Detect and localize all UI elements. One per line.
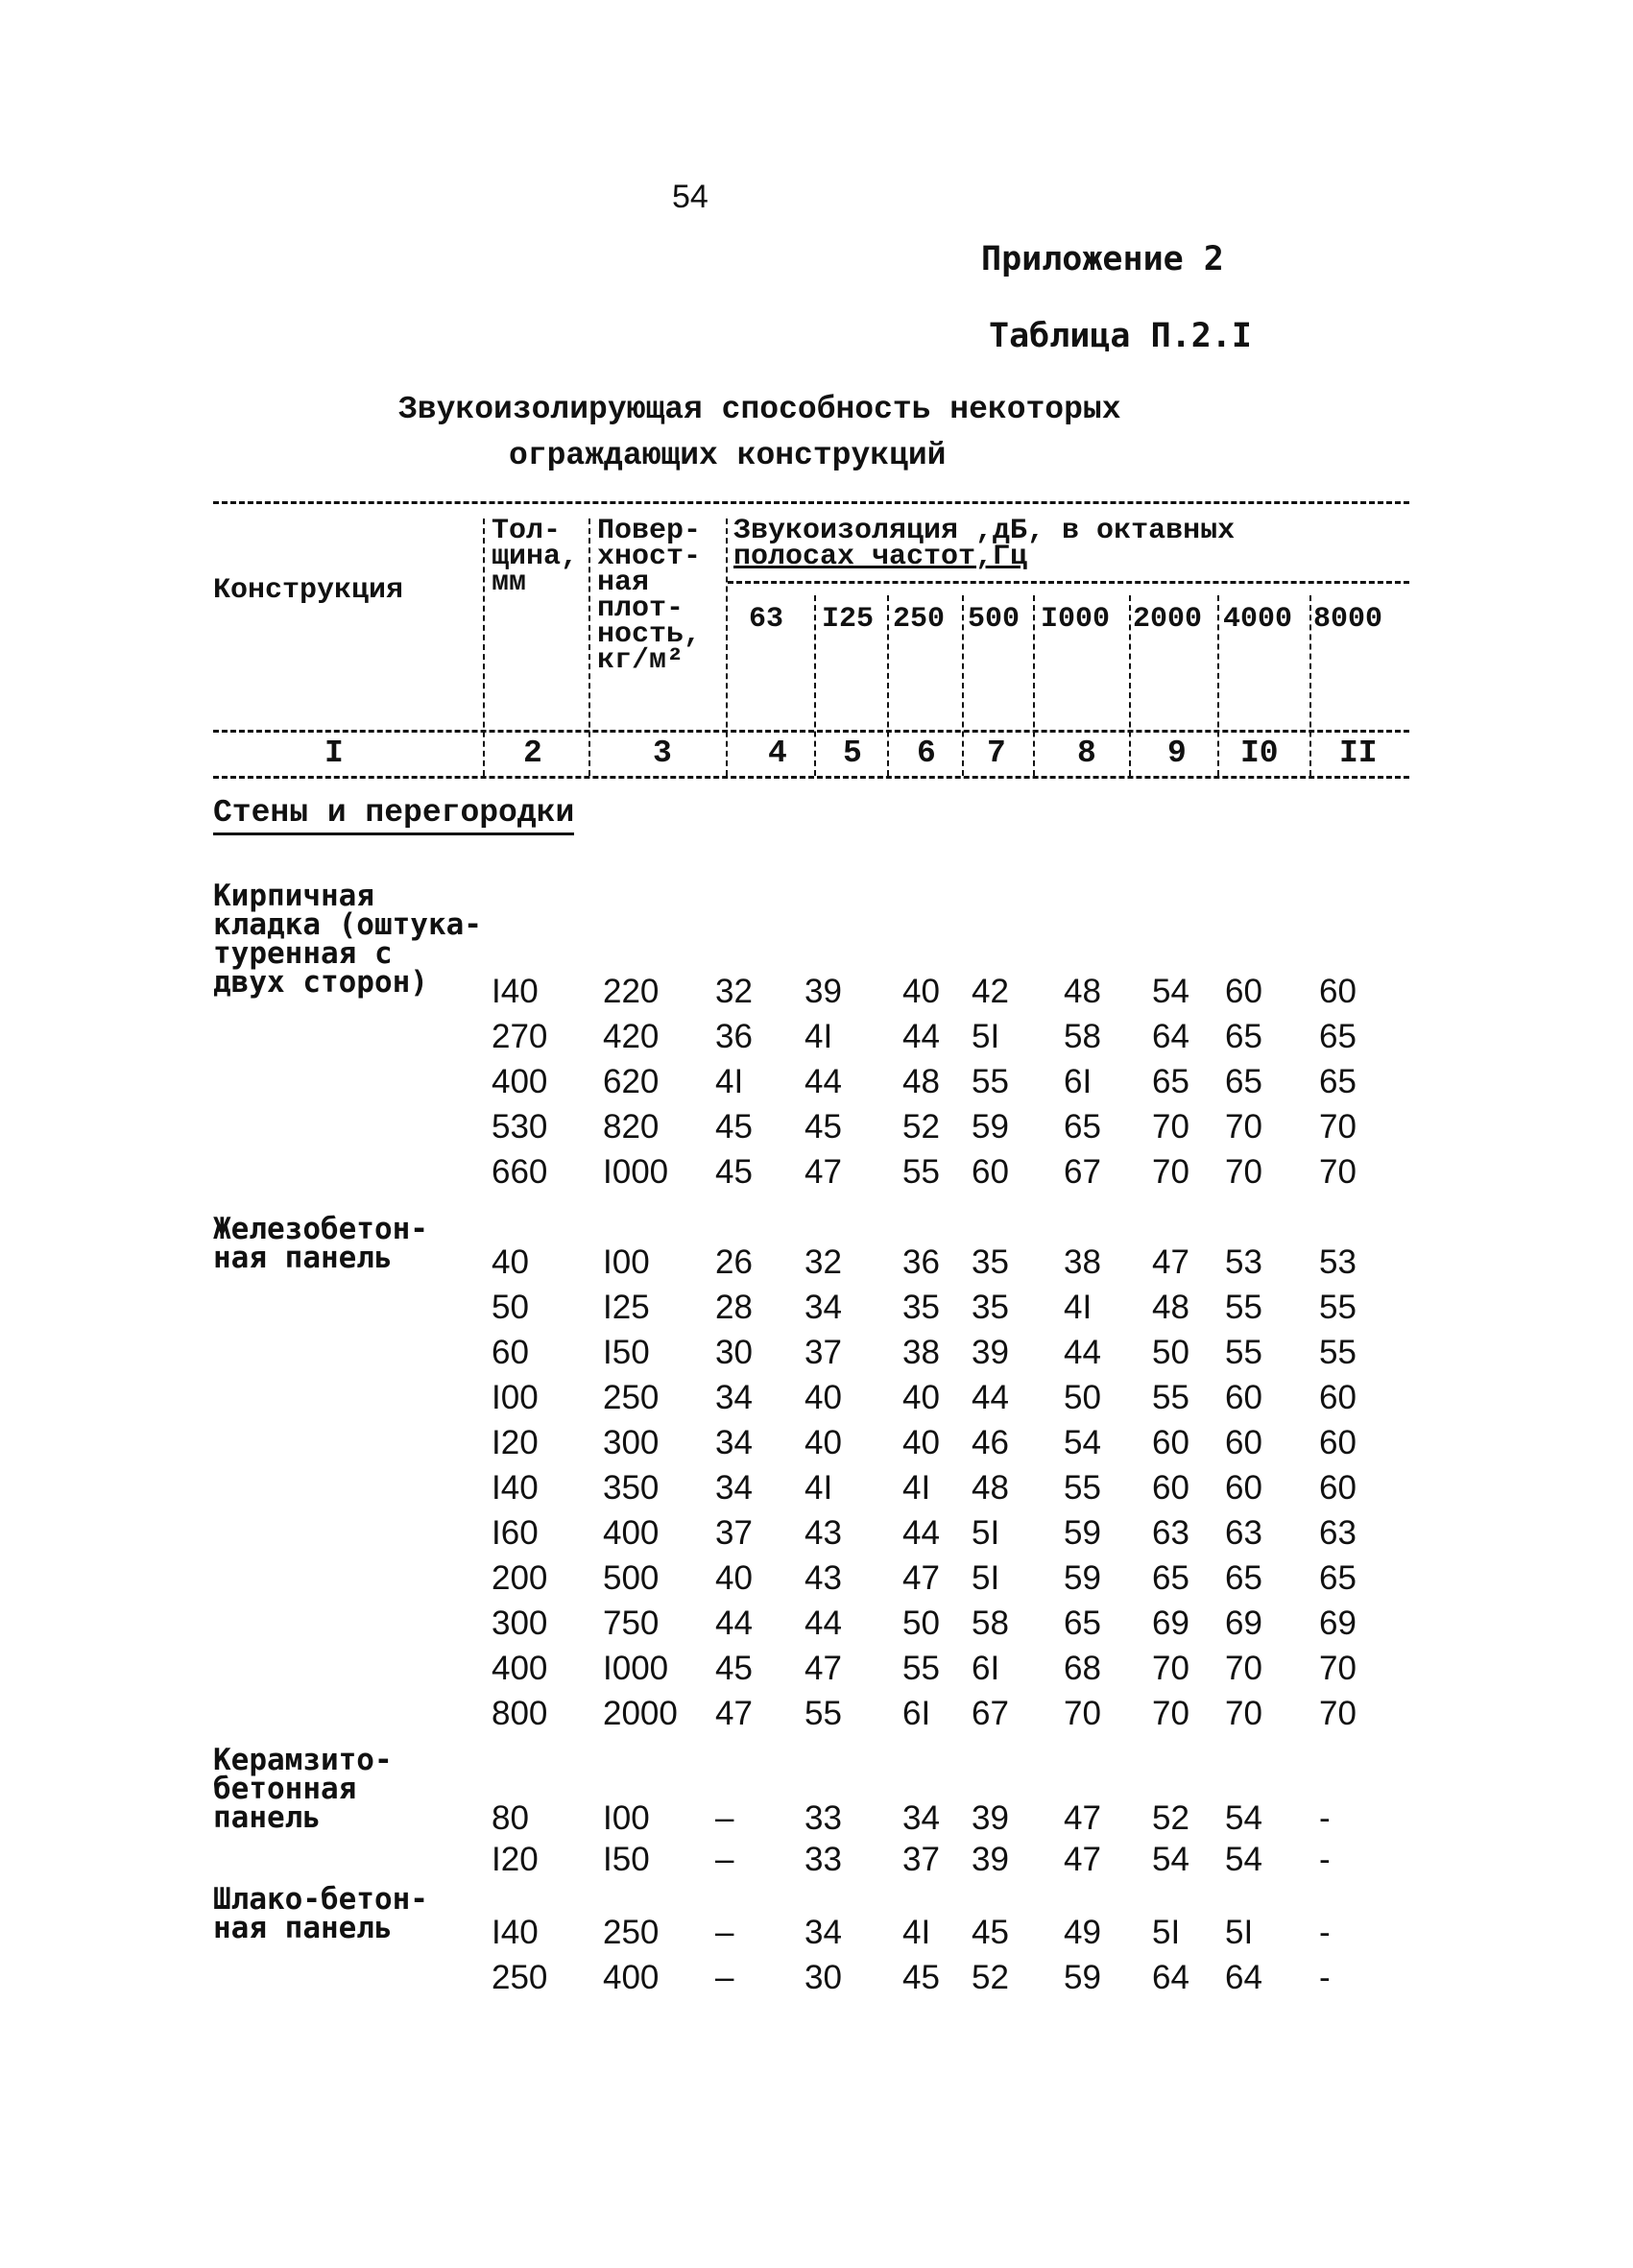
header-divider [962, 595, 964, 776]
table-cell: 750 [603, 1604, 660, 1642]
table-cell: 70 [1152, 1695, 1189, 1732]
header-divider [726, 519, 728, 776]
table-cell: 63 [1225, 1514, 1262, 1552]
table-cell: - [1319, 1914, 1331, 1951]
header-frequency: I000 [1041, 603, 1111, 636]
table-cell: 70 [1152, 1650, 1189, 1687]
table-cell: 26 [715, 1243, 753, 1281]
table-cell: 70 [1225, 1695, 1262, 1732]
table-cell: 64 [1225, 1959, 1262, 1996]
table-cell: 70 [1225, 1650, 1262, 1687]
table-cell: I00 [492, 1379, 539, 1416]
header-frequency: 250 [893, 603, 946, 636]
table-cell: 55 [972, 1063, 1009, 1100]
header-divider [1129, 595, 1131, 776]
construction-label-line: Кирпичная [213, 879, 374, 913]
table-cell: 60 [1152, 1424, 1189, 1461]
table-cell: 400 [603, 1514, 660, 1552]
column-number: 6 [917, 736, 936, 771]
table-title-line-2: ограждающих конструкций [509, 438, 947, 473]
table-cell: 500 [603, 1559, 660, 1597]
table-cell: 45 [804, 1108, 842, 1146]
table-cell: 37 [902, 1841, 940, 1878]
table-cell: 43 [804, 1559, 842, 1597]
table-cell: 64 [1152, 1018, 1189, 1055]
table-cell: 67 [972, 1695, 1009, 1732]
table-cell: 65 [1064, 1604, 1101, 1642]
table-cell: 4I [804, 1018, 833, 1055]
table-cell: 65 [1225, 1018, 1262, 1055]
appendix-label: Приложение 2 [981, 240, 1224, 278]
table-cell: 59 [1064, 1514, 1101, 1552]
table-cell: 55 [1225, 1334, 1262, 1371]
table-cell: 53 [1319, 1243, 1357, 1281]
table-cell: 59 [972, 1108, 1009, 1146]
construction-label-line: бетонная [213, 1772, 357, 1806]
table-cell: 4I [804, 1469, 833, 1507]
table-cell: 40 [804, 1379, 842, 1416]
table-cell: 60 [972, 1153, 1009, 1191]
table-cell: 250 [603, 1379, 660, 1416]
table-cell: 35 [972, 1289, 1009, 1326]
table-cell: 47 [902, 1559, 940, 1597]
table-cell: 4I [715, 1063, 744, 1100]
table-cell: 44 [715, 1604, 753, 1642]
table-cell: 40 [902, 973, 940, 1010]
table-cell: 620 [603, 1063, 660, 1100]
column-number: 9 [1167, 736, 1187, 771]
table-cell: 65 [1319, 1559, 1357, 1597]
construction-label-line: Керамзито- [213, 1743, 393, 1777]
table-cell: 5I [1225, 1914, 1254, 1951]
header-thickness: Тол- щина, мм [492, 515, 579, 599]
header-divider [887, 595, 889, 776]
construction-label [213, 1882, 428, 1945]
table-cell: 46 [972, 1424, 1009, 1461]
table-cell: 54 [1225, 1841, 1262, 1878]
table-cell: - [1319, 1959, 1331, 1996]
table-cell: 32 [715, 973, 753, 1010]
table-cell: I20 [492, 1841, 539, 1878]
table-cell: 52 [972, 1959, 1009, 1996]
table-cell: I20 [492, 1424, 539, 1461]
table-cell: 45 [972, 1914, 1009, 1951]
column-number: II [1339, 736, 1378, 771]
table-cell: I000 [603, 1153, 669, 1191]
table-cell: 65 [1152, 1063, 1189, 1100]
table-cell: 2000 [603, 1695, 678, 1732]
table-cell: 39 [972, 1334, 1009, 1371]
section-title: Стены и перегородки [213, 795, 574, 835]
table-cell: 6I [902, 1695, 931, 1732]
header-frequency: I25 [822, 603, 875, 636]
table-cell: 38 [1064, 1243, 1101, 1281]
table-cell: 47 [715, 1695, 753, 1732]
table-cell: 250 [492, 1959, 548, 1996]
table-cell: – [715, 1841, 734, 1878]
table-cell: 54 [1064, 1424, 1101, 1461]
table-cell: 65 [1319, 1063, 1357, 1100]
table-cell: 60 [492, 1334, 529, 1371]
table-cell: 45 [715, 1108, 753, 1146]
table-cell: 48 [972, 1469, 1009, 1507]
column-number: I [324, 736, 344, 771]
table-cell: 44 [804, 1063, 842, 1100]
table-cell: 70 [1152, 1108, 1189, 1146]
table-cell: 65 [1225, 1063, 1262, 1100]
table-cell: 48 [1064, 973, 1101, 1010]
table-cell: I40 [492, 1469, 539, 1507]
table-cell: 47 [1064, 1841, 1101, 1878]
table-cell: 400 [603, 1959, 660, 1996]
table-cell: 69 [1152, 1604, 1189, 1642]
table-cell: 35 [972, 1243, 1009, 1281]
table-cell: 43 [804, 1514, 842, 1552]
table-cell: 39 [804, 973, 842, 1010]
table-cell: 55 [902, 1153, 940, 1191]
header-density: Повер- хност- ная плот- ность, кг/м² [597, 515, 702, 677]
table-cell: 820 [603, 1108, 660, 1146]
table-cell: 70 [1152, 1153, 1189, 1191]
table-cell: 660 [492, 1153, 548, 1191]
table-cell: 400 [492, 1063, 548, 1100]
table-cell: 47 [1064, 1799, 1101, 1837]
table-cell: 49 [1064, 1914, 1101, 1951]
table-cell: 59 [1064, 1959, 1101, 1996]
table-cell: 67 [1064, 1153, 1101, 1191]
table-cell: 40 [902, 1379, 940, 1416]
table-cell: 30 [804, 1959, 842, 1996]
construction-label-line: ная панель [213, 1911, 393, 1945]
table-cell: 34 [804, 1289, 842, 1326]
header-construction: Конструкция [213, 574, 404, 607]
table-cell: 80 [492, 1799, 529, 1837]
table-cell: 350 [603, 1469, 660, 1507]
table-cell: I60 [492, 1514, 539, 1552]
header-divider [483, 519, 485, 776]
table-cell: 44 [972, 1379, 1009, 1416]
table-cell: 70 [1225, 1153, 1262, 1191]
table-cell: 70 [1319, 1650, 1357, 1687]
table-cell: 60 [1225, 1424, 1262, 1461]
table-cell: 220 [603, 973, 660, 1010]
table-cell: 58 [972, 1604, 1009, 1642]
table-cell: - [1319, 1799, 1331, 1837]
table-cell: 60 [1319, 1469, 1357, 1507]
table-cell: 28 [715, 1289, 753, 1326]
table-cell: 54 [1152, 1841, 1189, 1878]
table-cell: 45 [902, 1959, 940, 1996]
table-cell: 60 [1225, 1379, 1262, 1416]
table-cell: 32 [804, 1243, 842, 1281]
table-cell: 59 [1064, 1559, 1101, 1597]
table-cell: 65 [1152, 1559, 1189, 1597]
table-cell: 42 [972, 973, 1009, 1010]
table-cell: 35 [902, 1289, 940, 1326]
table-cell: 50 [902, 1604, 940, 1642]
table-cell: 33 [804, 1799, 842, 1837]
table-cell: 60 [1225, 973, 1262, 1010]
table-cell: 47 [1152, 1243, 1189, 1281]
column-number: 7 [987, 736, 1006, 771]
table-cell: - [1319, 1841, 1331, 1878]
table-cell: 37 [804, 1334, 842, 1371]
page-number: 54 [672, 179, 708, 215]
table-cell: 39 [972, 1841, 1009, 1878]
table-cell: 54 [1152, 973, 1189, 1010]
column-number: 4 [768, 736, 787, 771]
table-cell: 60 [1319, 1379, 1357, 1416]
column-number: 2 [523, 736, 542, 771]
table-cell: 55 [1225, 1289, 1262, 1326]
construction-label-line: Железобетон- [213, 1212, 428, 1246]
column-number: 5 [843, 736, 862, 771]
table-cell: 50 [492, 1289, 529, 1326]
table-cell: – [715, 1914, 734, 1951]
table-cell: 200 [492, 1559, 548, 1597]
table-cell: 44 [804, 1604, 842, 1642]
table-cell: I40 [492, 1914, 539, 1951]
table-number: Таблица П.2.I [989, 317, 1252, 355]
table-cell: 63 [1319, 1514, 1357, 1552]
construction-label-line: панель [213, 1800, 321, 1835]
table-cell: 48 [902, 1063, 940, 1100]
table-cell: 33 [804, 1841, 842, 1878]
table-cell: 44 [902, 1018, 940, 1055]
header-frequency: 500 [968, 603, 1021, 636]
column-number-rule [213, 776, 1409, 779]
table-cell: 420 [603, 1018, 660, 1055]
table-cell: 65 [1319, 1018, 1357, 1055]
table-cell: 34 [715, 1469, 753, 1507]
construction-label-line: туренная с [213, 936, 393, 971]
table-cell: 44 [902, 1514, 940, 1552]
header-divider [588, 519, 590, 776]
table-cell: 34 [715, 1424, 753, 1461]
table-cell: 54 [1225, 1799, 1262, 1837]
table-cell: I00 [603, 1799, 650, 1837]
table-cell: 60 [1319, 1424, 1357, 1461]
table-cell: 48 [1152, 1289, 1189, 1326]
table-cell: 530 [492, 1108, 548, 1146]
table-cell: 69 [1225, 1604, 1262, 1642]
table-cell: 300 [603, 1424, 660, 1461]
table-cell: 52 [1152, 1799, 1189, 1837]
table-cell: 250 [603, 1914, 660, 1951]
table-cell: 55 [804, 1695, 842, 1732]
table-cell: I50 [603, 1841, 650, 1878]
table-cell: 4I [902, 1914, 931, 1951]
table-cell: 55 [1319, 1289, 1357, 1326]
table-cell: 69 [1319, 1604, 1357, 1642]
table-cell: 6I [972, 1650, 1000, 1687]
construction-label [213, 1212, 428, 1275]
table-cell: 65 [1225, 1559, 1262, 1597]
table-cell: 45 [715, 1650, 753, 1687]
table-cell: 47 [804, 1650, 842, 1687]
table-cell: 55 [1152, 1379, 1189, 1416]
header-bottom-rule [213, 730, 1409, 733]
header-divider [1033, 595, 1035, 776]
column-number: 8 [1077, 736, 1096, 771]
construction-label [213, 879, 482, 1000]
table-cell: 38 [902, 1334, 940, 1371]
table-cell: 60 [1152, 1469, 1189, 1507]
header-frequency: 2000 [1133, 603, 1203, 636]
table-cell: 36 [902, 1243, 940, 1281]
header-divider [1217, 595, 1219, 776]
table-cell: 37 [715, 1514, 753, 1552]
table-cell: 4I [1064, 1289, 1093, 1326]
table-cell: 60 [1319, 973, 1357, 1010]
table-cell: 800 [492, 1695, 548, 1732]
table-cell: I40 [492, 973, 539, 1010]
table-cell: 58 [1064, 1018, 1101, 1055]
table-cell: 52 [902, 1108, 940, 1146]
table-cell: I00 [603, 1243, 650, 1281]
table-cell: 65 [1064, 1108, 1101, 1146]
table-cell: 53 [1225, 1243, 1262, 1281]
table-cell: 5I [1152, 1914, 1181, 1951]
table-cell: 6I [1064, 1063, 1093, 1100]
table-cell: 40 [492, 1243, 529, 1281]
header-frequency: 4000 [1223, 603, 1293, 636]
table-cell: 4I [902, 1469, 931, 1507]
header-divider [1309, 595, 1311, 776]
column-number: I0 [1240, 736, 1279, 771]
table-cell: 47 [804, 1153, 842, 1191]
table-cell: – [715, 1959, 734, 1996]
table-cell: 68 [1064, 1650, 1101, 1687]
table-cell: 5I [972, 1559, 1000, 1597]
table-cell: 44 [1064, 1334, 1101, 1371]
table-cell: 70 [1319, 1153, 1357, 1191]
table-cell: 270 [492, 1018, 548, 1055]
construction-label [213, 1743, 393, 1835]
table-cell: 55 [1064, 1469, 1101, 1507]
table-cell: 34 [715, 1379, 753, 1416]
construction-label-line: кладка (оштука- [213, 907, 482, 942]
table-cell: 70 [1319, 1108, 1357, 1146]
table-cell: 34 [902, 1799, 940, 1837]
table-cell: 34 [804, 1914, 842, 1951]
table-cell: 400 [492, 1650, 548, 1687]
table-cell: 50 [1064, 1379, 1101, 1416]
table-cell: 63 [1152, 1514, 1189, 1552]
header-frequency: 8000 [1313, 603, 1383, 636]
table-cell: 40 [902, 1424, 940, 1461]
table-cell: I50 [603, 1334, 650, 1371]
table-cell: 60 [1225, 1469, 1262, 1507]
insulation-header-rule [728, 581, 1409, 584]
table-cell: 39 [972, 1799, 1009, 1837]
construction-label-line: Шлако-бетон- [213, 1882, 428, 1917]
header-insulation: Звукоизоляция ,дБ, в октавных полосах частот,Гц [733, 515, 1236, 573]
column-number: 3 [653, 736, 672, 771]
table-cell: 70 [1319, 1695, 1357, 1732]
table-cell: 64 [1152, 1959, 1189, 1996]
table-cell: 36 [715, 1018, 753, 1055]
table-cell: 5I [972, 1018, 1000, 1055]
header-frequency: 63 [749, 603, 784, 636]
table-cell: 70 [1225, 1108, 1262, 1146]
table-cell: – [715, 1799, 734, 1837]
table-cell: 40 [715, 1559, 753, 1597]
table-cell: 55 [1319, 1334, 1357, 1371]
table-cell: I25 [603, 1289, 650, 1326]
table-cell: 70 [1064, 1695, 1101, 1732]
table-cell: 5I [972, 1514, 1000, 1552]
table-cell: 45 [715, 1153, 753, 1191]
table-cell: 40 [804, 1424, 842, 1461]
header-divider [814, 595, 816, 776]
table-cell: 300 [492, 1604, 548, 1642]
table-cell: I000 [603, 1650, 669, 1687]
table-cell: 55 [902, 1650, 940, 1687]
table-cell: 30 [715, 1334, 753, 1371]
table-title-line-1: Звукоизолирующая способность некоторых [398, 392, 1121, 427]
construction-label-line: двух сторон) [213, 965, 428, 1000]
construction-label-line: ная панель [213, 1241, 393, 1275]
table-top-rule [213, 501, 1409, 504]
table-cell: 50 [1152, 1334, 1189, 1371]
